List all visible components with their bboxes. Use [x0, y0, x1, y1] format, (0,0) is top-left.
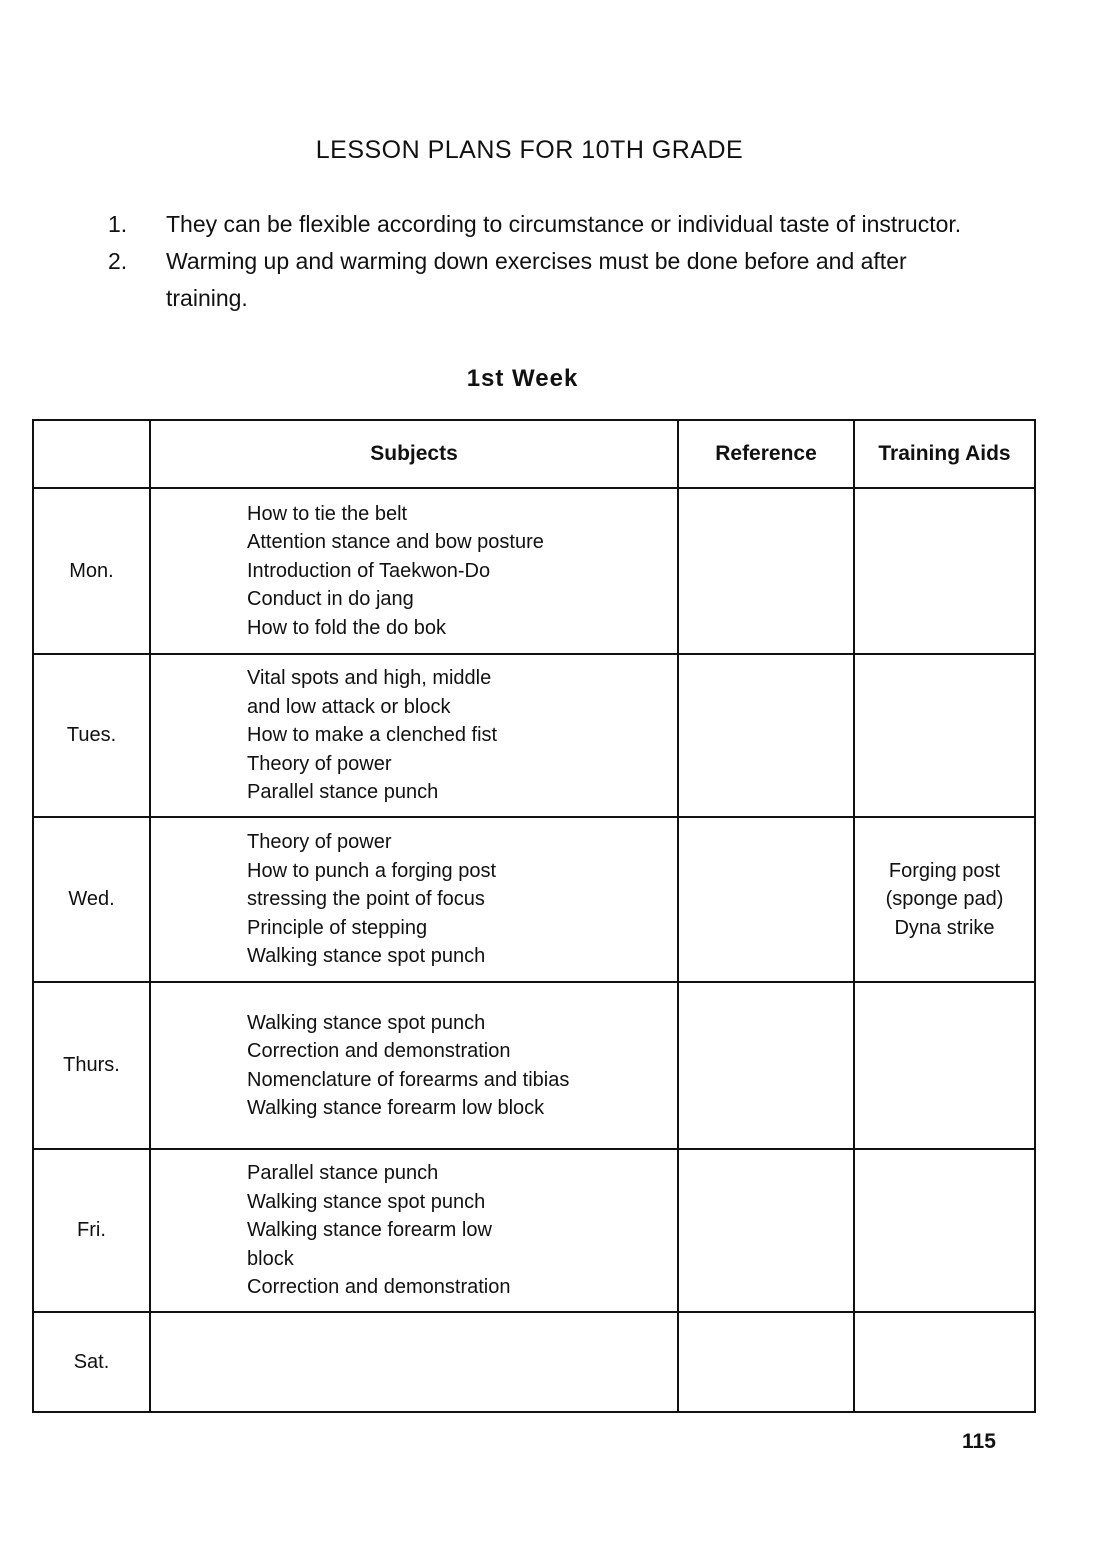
subject-line: Walking stance forearm low block	[247, 1097, 545, 1119]
training-aids-cell	[854, 488, 1035, 654]
reference-cell	[678, 982, 854, 1149]
training-aid-line: (sponge pad)	[885, 888, 1004, 911]
table-row	[33, 488, 1035, 654]
table-header-row	[33, 420, 1035, 488]
rule-text: Warming up and warming down exercises must be done before and after training.	[166, 248, 907, 311]
subject-line: Walking stance spot punch	[247, 945, 486, 968]
table-row	[33, 817, 1035, 982]
training-aids-cell	[854, 982, 1035, 1149]
subject-line: How to make a clenched fist	[247, 724, 498, 747]
subject-line: Correction and demonstration	[247, 1276, 511, 1299]
reference-cell	[678, 817, 854, 982]
day-cell: Mon.	[33, 488, 150, 654]
table-row	[33, 654, 1035, 817]
reference-cell	[678, 488, 854, 654]
subject-line: block	[247, 1247, 294, 1270]
day-cell: Thurs.	[33, 982, 150, 1149]
subject-line: Principle of stepping	[247, 916, 428, 939]
subject-line: Vital spots and high, middle	[247, 667, 492, 690]
subject-line: How to punch a forging post	[247, 859, 497, 882]
header-reference: Reference	[678, 420, 854, 488]
rule-number: 2.	[108, 248, 128, 274]
header-subjects: Subjects	[150, 420, 678, 488]
reference-cell	[678, 1149, 854, 1312]
day-cell: Sat.	[33, 1312, 150, 1412]
training-aids-cell	[854, 817, 1035, 982]
subject-line: Theory of power	[247, 831, 392, 854]
subjects-cell	[150, 817, 678, 982]
training-aid-line: Dyna strike	[894, 916, 995, 939]
week-heading: 1st Week	[466, 365, 579, 392]
table-row	[33, 982, 1035, 1149]
header-training-aids: Training Aids	[854, 420, 1035, 488]
subject-line: How to fold the do bok	[247, 616, 447, 639]
subject-line: Walking stance spot punch	[247, 1190, 486, 1213]
rule-text: They can be flexible according to circumstance or individual taste of instructor.	[166, 211, 962, 237]
subject-line: Parallel stance punch	[247, 781, 439, 804]
day-cell: Fri.	[33, 1149, 150, 1312]
table-row	[33, 1312, 1035, 1412]
reference-cell	[678, 654, 854, 817]
subject-line: Correction and demonstration	[247, 1040, 511, 1062]
rule-item	[108, 206, 988, 243]
subject-line: Conduct in do jang	[247, 588, 414, 611]
subject-line: Walking stance spot punch	[247, 1011, 486, 1034]
day-cell: Tues.	[33, 654, 150, 817]
subject-line: Attention stance and bow posture	[247, 531, 544, 554]
subject-line: Theory of power	[247, 752, 392, 775]
rule-number: 1.	[108, 211, 128, 237]
subjects-cell	[150, 488, 678, 654]
page-number: 115	[962, 1430, 996, 1453]
training-aids-cell	[854, 1149, 1035, 1312]
subject-line: stressing the point of focus	[247, 888, 485, 911]
subject-line: Nomenclature of forearms and tibias	[247, 1068, 570, 1091]
rule-item	[108, 243, 988, 317]
subject-line: Introduction of Taekwon-Do	[247, 559, 491, 582]
lesson-plan-table	[32, 419, 1036, 1413]
header-day	[33, 420, 150, 488]
day-cell: Wed.	[33, 817, 150, 982]
subjects-cell	[150, 1312, 678, 1412]
subject-line: and low attack or block	[247, 695, 451, 718]
reference-cell	[678, 1312, 854, 1412]
rules-list	[108, 206, 988, 317]
table-row	[33, 1149, 1035, 1312]
training-aid-line: Forging post	[888, 859, 1001, 882]
subjects-cell	[150, 1149, 678, 1312]
subjects-cell	[150, 982, 678, 1149]
subjects-cell	[150, 654, 678, 817]
subject-line: Walking stance forearm low	[247, 1219, 492, 1242]
page-title: LESSON PLANS FOR 10TH GRADE	[315, 136, 744, 164]
training-aids-cell	[854, 1312, 1035, 1412]
subject-line: How to tie the belt	[247, 502, 408, 525]
table-body	[33, 488, 1035, 1412]
training-aids-cell	[854, 654, 1035, 817]
subject-line: Parallel stance punch	[247, 1162, 439, 1185]
